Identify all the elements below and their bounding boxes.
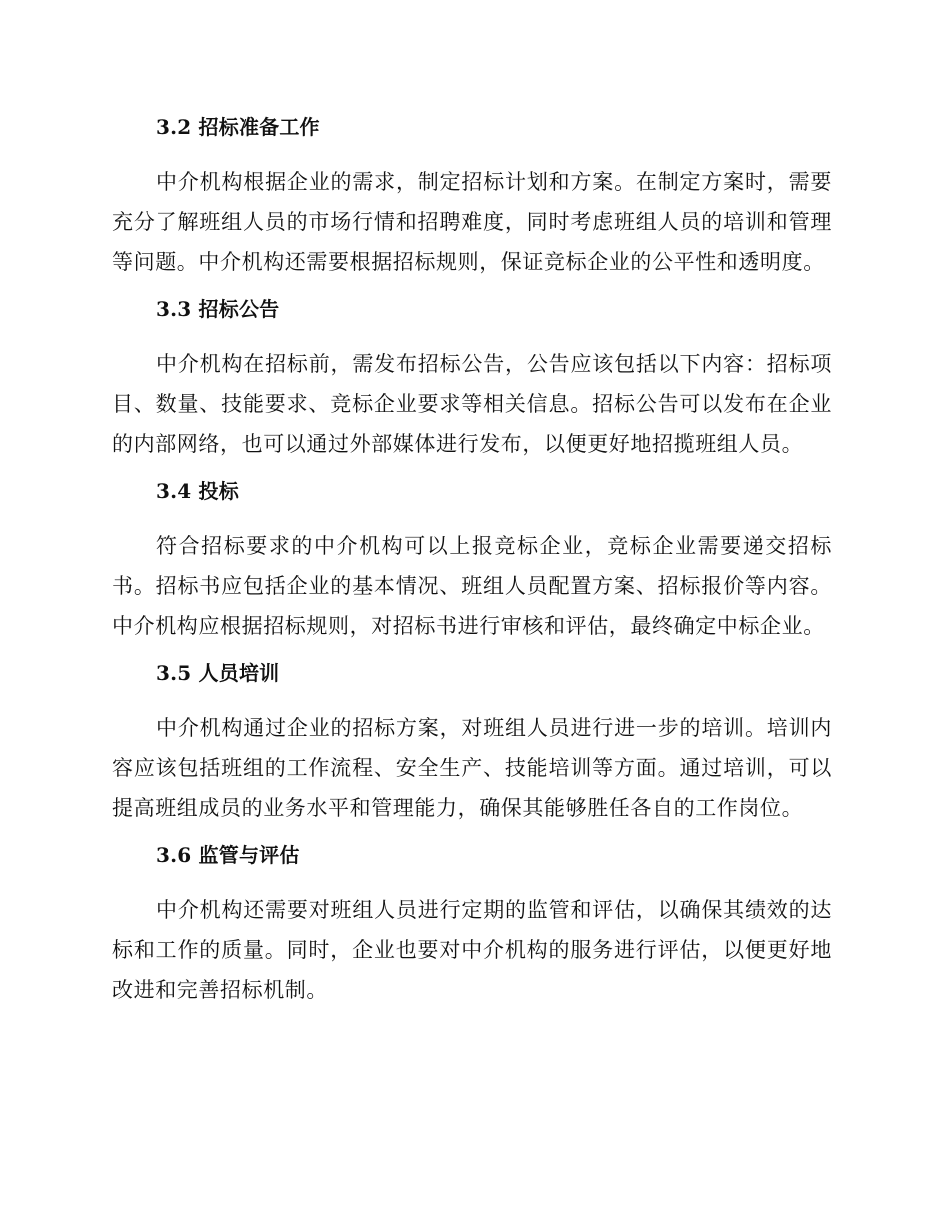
section-paragraph: 中介机构通过企业的招标方案，对班组人员进行进一步的培训。培训内容应该包括班组的工作流程、安全生产、技能培训等方面。通过培训，可以提高班组成员的业务水平和管理能力，确保其能够胜任各自的工作岗位。 bbox=[112, 716, 832, 820]
section-heading: 3.4 投标 bbox=[156, 479, 239, 503]
section-3-5 bbox=[112, 654, 832, 828]
section-heading: 3.2 招标准备工作 bbox=[156, 115, 320, 139]
section-paragraph: 中介机构在招标前，需发布招标公告，公告应该包括以下内容：招标项目、数量、技能要求、竞标企业要求等相关信息。招标公告可以发布在企业的内部网络，也可以通过外部媒体进行发布，以便更好地招揽班组人员。 bbox=[112, 352, 832, 456]
section-paragraph: 中介机构还需要对班组人员进行定期的监管和评估，以确保其绩效的达标和工作的质量。同时，企业也要对中介机构的服务进行评估，以便更好地改进和完善招标机制。 bbox=[112, 898, 832, 1002]
section-3-4 bbox=[112, 472, 832, 646]
section-heading: 3.6 监管与评估 bbox=[156, 843, 300, 867]
section-paragraph: 符合招标要求的中介机构可以上报竞标企业，竞标企业需要递交招标书。招标书应包括企业的基本情况、班组人员配置方案、招标报价等内容。中介机构应根据招标规则，对招标书进行审核和评估，最终确定中标企业。 bbox=[112, 534, 832, 638]
section-heading: 3.5 人员培训 bbox=[156, 661, 280, 685]
section-heading: 3.3 招标公告 bbox=[156, 297, 280, 321]
section-3-3 bbox=[112, 290, 832, 464]
section-3-6 bbox=[112, 836, 832, 1010]
section-3-2 bbox=[112, 108, 832, 282]
document-content bbox=[112, 108, 832, 1018]
section-paragraph: 中介机构根据企业的需求，制定招标计划和方案。在制定方案时，需要充分了解班组人员的市场行情和招聘难度，同时考虑班组人员的培训和管理等问题。中介机构还需要根据招标规则，保证竞标企业的公平性和透明度。 bbox=[112, 170, 832, 274]
